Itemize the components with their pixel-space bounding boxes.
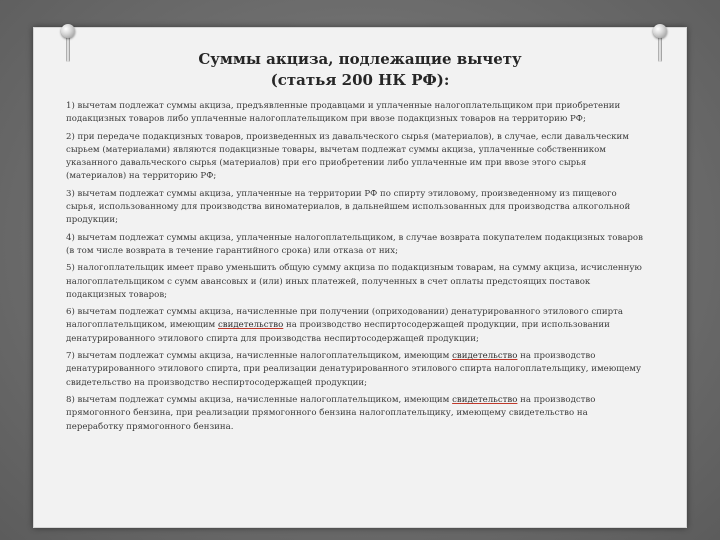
item-text-pre: 6) вычетам подлежат суммы акциза, начисленные при получении (оприходовании) денатурированного этилового спирта налогоплательщиком, имеющим: [66, 307, 624, 331]
list-item: [66, 232, 644, 259]
certificate-link[interactable]: свидетельство: [452, 351, 518, 362]
slide-title: [33, 49, 687, 91]
list-item: [66, 188, 644, 228]
item-text: 2) при передаче подакцизных товаров, произведенных из давальческого сырья (материалов), в случае, если давальческим сырьем (материалами) являются подакцизные товары, вычетам подлежат суммы акциза, уплаченные собственником указанного давальческого сырья (материалов) при его приобретении либо уплаченные им при ввозе этого сырья (материалов) на территорию РФ;: [66, 131, 629, 182]
list-item: [66, 100, 644, 127]
title-line-2: (статья 200 НК РФ):: [270, 71, 450, 89]
item-text-post: на производство прямогонного бензина, при реализации прямогонного бензина налогоплательщику, имеющему свидетельство на переработку прямогонного бензина.: [66, 394, 596, 432]
certificate-link[interactable]: свидетельство: [217, 320, 284, 331]
slide-body: [66, 100, 644, 438]
item-text-post: на производство неспиртосодержащей продукции, при использовании денатурированного этилового спирта для производства неспиртосодержащей продукции;: [66, 320, 610, 344]
item-text: 5) налогоплательщик имеет право уменьшить общую сумму акциза по подакцизным товарам, на сумму акциза, исчисленную налогоплательщиком с сумм авансовых и (или) иных платежей, полученных в счет оплаты предстоящих поставок подакцизных товаров;: [66, 263, 642, 300]
item-text-pre: 8) вычетам подлежат суммы акциза, начисленные налогоплательщиком, имеющим: [66, 394, 453, 405]
list-item: [66, 131, 644, 184]
list-item: [66, 262, 644, 302]
item-text-pre: 7) вычетам подлежат суммы акциза, начисленные налогоплательщиком, имеющим: [66, 351, 453, 362]
list-item: [66, 350, 644, 390]
list-item: [66, 394, 644, 434]
item-text: 3) вычетам подлежат суммы акциза, уплаченные на территории РФ по спирту этиловому, произведенному из пищевого сырья, использованному для производства виноматериалов, в дальнейшем использованных для производства алкогольной продукции;: [66, 188, 631, 226]
title-line-1: Суммы акциза, подлежащие вычету: [198, 50, 522, 68]
list-item: [66, 306, 644, 346]
item-text: 4) вычетам подлежат суммы акциза, уплаченные налогоплательщиком, в случае возврата покупателем подакцизных товаров (в том числе возврата в течение гарантийного срока) или отказа от них;: [66, 232, 643, 256]
item-text-post: на производство денатурированного этилового спирта, при реализации денатурированного этилового спирта налогоплательщику, имеющему свидетельство на производство неспиртосодержащей продукции;: [66, 351, 642, 388]
item-text: 1) вычетам подлежат суммы акциза, предъявленные продавцами и уплаченные налогоплательщиком при приобретении подакцизных товаров либо уплаченные налогоплательщиком при ввозе подакцизных товаров на территорию РФ;: [66, 101, 621, 125]
certificate-link[interactable]: свидетельство: [452, 394, 518, 405]
